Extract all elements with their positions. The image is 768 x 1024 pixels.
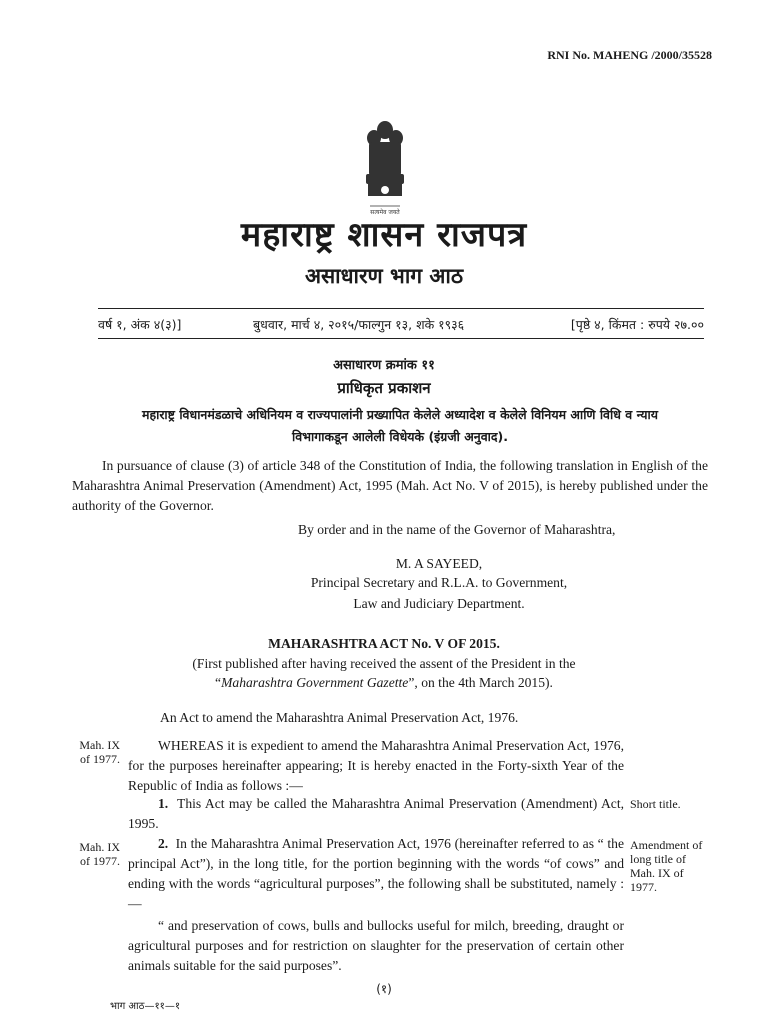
gazette-subtitle: असाधारण भाग आठ [304,264,464,288]
act-long-title: An Act to amend the Maharashtra Animal Preservation Act, 1976. [160,710,519,725]
intro-paragraph: In pursuance of clause (3) of article 348 of the Constitution of India, the following translation in English of the Maharashtra Animal Preservation (Amendment) Act, 1995 (Mah. Act No. V of 2015), is hereby published under the authority of the Governor. [72,458,708,513]
preamble-whereas: WHEREAS it is expedient to amend the Maharashtra Animal Preservation Act, 1976, for the purposes hereinafter appearing; It is hereby enacted in the Forty-sixth Year of the Republic of India as follows :— [128,738,624,793]
section-1 [128,794,624,834]
authorised-publication: प्राधिकृत प्रकाशन [337,379,431,397]
margin-note-left-1: Mah. IX of 1977. [79,738,120,766]
issue-info-bar [98,312,704,336]
section-1-number: 1. [158,796,169,811]
marathi-description-line1: महाराष्ट्र विधानमंडळाचे अधिनियम व राज्यपालांनी प्रख्यापित केलेले अध्यादेश व केलेले विनियम आणि विधि व न्याय [141,407,659,422]
section-2-text: In the Maharashtra Animal Preservation Act, 1976 (hereinafter referred to as “ the principal Act”), in the long title, for the portion beginning with the words “of cows” and ending with the words “agricultural purposes”, the following shall be substituted, namely :— [128,836,625,911]
header-rule-top [98,308,704,309]
act-published-line2 [0,675,768,691]
header-rule-bottom [98,338,704,339]
marathi-description [80,404,720,448]
act-published-line1: (First published after having received the assent of the President in the [192,656,576,671]
marathi-description-line2: विभागाकडून आलेली विधेयके (इंग्रजी अनुवाद). [292,429,508,444]
rni-number: RNI No. MAHENG /2000/35528 [547,48,712,62]
volume-number: वर्ष १, अंक ४(३)] [98,317,182,332]
margin-note-right-1: Short title. [630,797,681,811]
order-line: By order and in the name of the Governor of Maharashtra, [298,522,616,537]
margin-note-left-2: Mah. IX of 1977. [79,840,120,868]
margin-note-right-2: Amendment of long title of Mah. IX of 1977. [630,838,703,894]
section-2 [128,834,624,914]
act-title: MAHARASHTRA ACT No. V OF 2015. [268,636,500,651]
pages-price: [पृष्ठे ४, किंमत : रुपये २७.०० [570,317,704,332]
section-1-text: This Act may be called the Maharashtra Animal Preservation (Amendment) Act, 1995. [128,796,625,831]
signatory-name: M. A SAYEED, [395,556,483,571]
emblem-motto: सत्यमेव जयते [370,209,400,216]
page-number: (१) [376,982,392,996]
gazette-title: महाराष्ट्र शासन राजपत्र [240,215,528,255]
issue-date: बुधवार, मार्च ४, २०१५/फाल्गुन १३, शके १९३६ [253,317,465,332]
footer-code: भाग आठ—११—१ [110,1001,181,1012]
gazette-name: Maharashtra Government Gazette [221,675,409,690]
state-emblem-icon [360,118,410,218]
substituted-text: “ and preservation of cows, bulls and bullocks useful for milch, breeding, draught or agricultural purposes and for restriction on slaughter for the preservation of certain other animals suitable for the said purposes”. [128,918,624,973]
section-2-number: 2. [158,836,169,851]
signatory-post: Principal Secretary and R.L.A. to Government, [310,575,568,590]
extraordinary-number: असाधारण क्रमांक ११ [333,358,435,373]
published-date-text: ”, on the 4th March 2015). [408,675,553,690]
signatory-department: Law and Judiciary Department. [353,596,525,611]
quote-open: “ [215,675,222,690]
